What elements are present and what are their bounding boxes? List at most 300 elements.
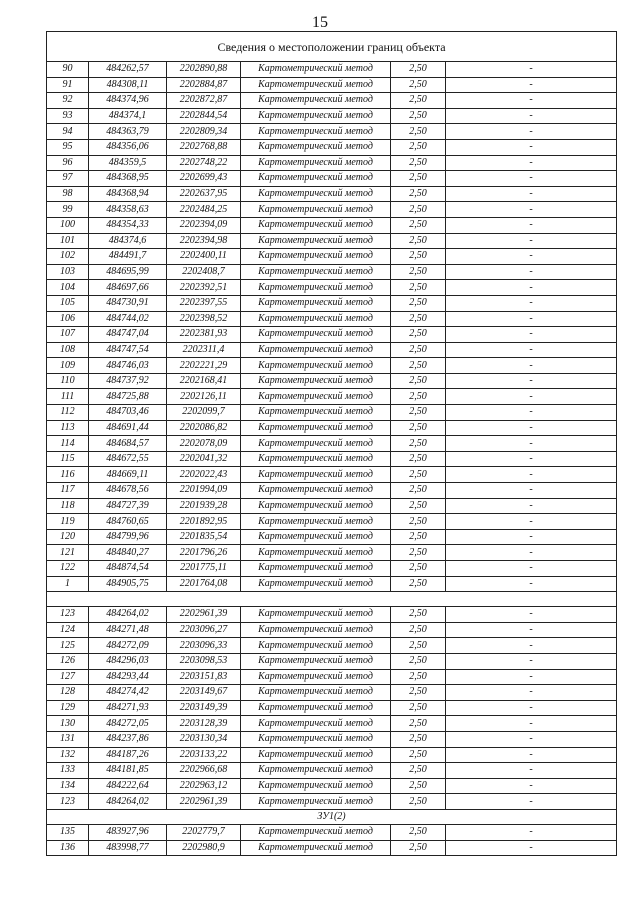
table-row	[47, 483, 617, 499]
x-coordinate-cell: 484264,02	[89, 794, 167, 810]
point-number-cell: 102	[47, 249, 89, 265]
precision-cell: 2,50	[391, 217, 446, 233]
y-coordinate-cell: 2202966,68	[167, 763, 241, 779]
method-cell: Картометрический метод	[241, 280, 391, 296]
y-coordinate-cell: 2202779,7	[167, 824, 241, 840]
point-number-cell: 123	[47, 794, 89, 810]
point-number-cell: 97	[47, 171, 89, 187]
precision-cell: 2,50	[391, 108, 446, 124]
y-coordinate-cell: 2202768,88	[167, 139, 241, 155]
description-cell: -	[446, 545, 617, 561]
method-cell: Картометрический метод	[241, 77, 391, 93]
method-cell: Картометрический метод	[241, 155, 391, 171]
precision-cell: 2,50	[391, 824, 446, 840]
method-cell: Картометрический метод	[241, 264, 391, 280]
point-number-cell: 105	[47, 295, 89, 311]
precision-cell: 2,50	[391, 529, 446, 545]
point-number-cell: 126	[47, 653, 89, 669]
point-number-cell: 96	[47, 155, 89, 171]
precision-cell: 2,50	[391, 607, 446, 623]
x-coordinate-cell: 484374,6	[89, 233, 167, 249]
x-coordinate-cell: 484744,02	[89, 311, 167, 327]
point-number-cell: 106	[47, 311, 89, 327]
page-number: 15	[312, 14, 328, 31]
method-cell: Картометрический метод	[241, 93, 391, 109]
description-cell: -	[446, 747, 617, 763]
y-coordinate-cell: 2203149,39	[167, 700, 241, 716]
precision-cell: 2,50	[391, 171, 446, 187]
x-coordinate-cell: 484747,04	[89, 327, 167, 343]
method-cell: Картометрический метод	[241, 685, 391, 701]
table-row	[47, 669, 617, 685]
point-number-cell: 104	[47, 280, 89, 296]
table-row	[47, 545, 617, 561]
table-row	[47, 731, 617, 747]
table-row	[47, 700, 617, 716]
x-coordinate-cell: 484760,65	[89, 514, 167, 530]
y-coordinate-cell: 2203096,27	[167, 622, 241, 638]
x-coordinate-cell: 484727,39	[89, 498, 167, 514]
y-coordinate-cell: 2202748,22	[167, 155, 241, 171]
description-cell: -	[446, 124, 617, 140]
point-number-cell: 131	[47, 731, 89, 747]
point-number-cell: 92	[47, 93, 89, 109]
method-cell: Картометрический метод	[241, 638, 391, 654]
point-number-cell: 108	[47, 342, 89, 358]
description-cell: -	[446, 763, 617, 779]
y-coordinate-cell: 2202699,43	[167, 171, 241, 187]
table-row	[47, 420, 617, 436]
method-cell: Картометрический метод	[241, 561, 391, 577]
description-cell: -	[446, 62, 617, 78]
description-cell: -	[446, 467, 617, 483]
x-coordinate-cell: 484491,7	[89, 249, 167, 265]
x-coordinate-cell: 484874,54	[89, 561, 167, 577]
y-coordinate-cell: 2202168,41	[167, 373, 241, 389]
x-coordinate-cell: 484697,66	[89, 280, 167, 296]
description-cell: -	[446, 186, 617, 202]
x-coordinate-cell: 484678,56	[89, 483, 167, 499]
description-cell: -	[446, 311, 617, 327]
y-coordinate-cell: 2202099,7	[167, 405, 241, 421]
table-row	[47, 451, 617, 467]
y-coordinate-cell: 2203128,39	[167, 716, 241, 732]
table-row	[47, 342, 617, 358]
description-cell: -	[446, 824, 617, 840]
table-row	[47, 295, 617, 311]
description-cell: -	[446, 342, 617, 358]
description-cell: -	[446, 280, 617, 296]
y-coordinate-cell: 2203130,34	[167, 731, 241, 747]
y-coordinate-cell: 2202890,88	[167, 62, 241, 78]
precision-cell: 2,50	[391, 763, 446, 779]
precision-cell: 2,50	[391, 389, 446, 405]
description-cell: -	[446, 436, 617, 452]
parcel-label-row	[47, 809, 617, 824]
description-cell: -	[446, 498, 617, 514]
point-number-cell: 125	[47, 638, 89, 654]
method-cell: Картометрический метод	[241, 451, 391, 467]
precision-cell: 2,50	[391, 249, 446, 265]
y-coordinate-cell: 2203133,22	[167, 747, 241, 763]
precision-cell: 2,50	[391, 700, 446, 716]
x-coordinate-cell: 483998,77	[89, 840, 167, 856]
description-cell: -	[446, 358, 617, 374]
method-cell: Картометрический метод	[241, 202, 391, 218]
point-number-cell: 119	[47, 514, 89, 530]
method-cell: Картометрический метод	[241, 62, 391, 78]
x-coordinate-cell: 484737,92	[89, 373, 167, 389]
table-row	[47, 171, 617, 187]
table-row	[47, 498, 617, 514]
point-number-cell: 1	[47, 576, 89, 592]
table-row	[47, 280, 617, 296]
x-coordinate-cell: 484695,99	[89, 264, 167, 280]
point-number-cell: 90	[47, 62, 89, 78]
y-coordinate-cell: 2201939,28	[167, 498, 241, 514]
table-title: Сведения о местоположении границ объекта	[47, 32, 617, 62]
point-number-cell: 124	[47, 622, 89, 638]
x-coordinate-cell: 484691,44	[89, 420, 167, 436]
parcel-label: ЗУ1(2)	[47, 809, 617, 824]
table-row	[47, 716, 617, 732]
x-coordinate-cell: 484374,1	[89, 108, 167, 124]
method-cell: Картометрический метод	[241, 716, 391, 732]
table-row	[47, 93, 617, 109]
x-coordinate-cell: 484368,95	[89, 171, 167, 187]
precision-cell: 2,50	[391, 747, 446, 763]
description-cell: -	[446, 217, 617, 233]
x-coordinate-cell: 483927,96	[89, 824, 167, 840]
precision-cell: 2,50	[391, 358, 446, 374]
description-cell: -	[446, 700, 617, 716]
table-row	[47, 62, 617, 78]
point-number-cell: 116	[47, 467, 89, 483]
method-cell: Картометрический метод	[241, 467, 391, 483]
y-coordinate-cell: 2202398,52	[167, 311, 241, 327]
x-coordinate-cell: 484905,75	[89, 576, 167, 592]
method-cell: Картометрический метод	[241, 405, 391, 421]
method-cell: Картометрический метод	[241, 700, 391, 716]
method-cell: Картометрический метод	[241, 327, 391, 343]
separator-row	[47, 592, 617, 607]
y-coordinate-cell: 2202872,87	[167, 93, 241, 109]
method-cell: Картометрический метод	[241, 139, 391, 155]
point-number-cell: 115	[47, 451, 89, 467]
x-coordinate-cell: 484264,02	[89, 607, 167, 623]
method-cell: Картометрический метод	[241, 186, 391, 202]
precision-cell: 2,50	[391, 576, 446, 592]
precision-cell: 2,50	[391, 685, 446, 701]
description-cell: -	[446, 576, 617, 592]
precision-cell: 2,50	[391, 653, 446, 669]
precision-cell: 2,50	[391, 622, 446, 638]
table-row	[47, 108, 617, 124]
method-cell: Картометрический метод	[241, 295, 391, 311]
table-row	[47, 638, 617, 654]
method-cell: Картометрический метод	[241, 794, 391, 810]
description-cell: -	[446, 514, 617, 530]
y-coordinate-cell: 2202022,43	[167, 467, 241, 483]
description-cell: -	[446, 529, 617, 545]
x-coordinate-cell: 484672,55	[89, 451, 167, 467]
precision-cell: 2,50	[391, 139, 446, 155]
y-coordinate-cell: 2202844,54	[167, 108, 241, 124]
x-coordinate-cell: 484272,05	[89, 716, 167, 732]
point-number-cell: 136	[47, 840, 89, 856]
point-number-cell: 113	[47, 420, 89, 436]
method-cell: Картометрический метод	[241, 731, 391, 747]
description-cell: -	[446, 607, 617, 623]
y-coordinate-cell: 2203149,67	[167, 685, 241, 701]
x-coordinate-cell: 484730,91	[89, 295, 167, 311]
precision-cell: 2,50	[391, 264, 446, 280]
description-cell: -	[446, 669, 617, 685]
table-row	[47, 311, 617, 327]
y-coordinate-cell: 2203098,53	[167, 653, 241, 669]
x-coordinate-cell: 484271,48	[89, 622, 167, 638]
y-coordinate-cell: 2203151,83	[167, 669, 241, 685]
description-cell: -	[446, 716, 617, 732]
method-cell: Картометрический метод	[241, 389, 391, 405]
point-number-cell: 127	[47, 669, 89, 685]
precision-cell: 2,50	[391, 280, 446, 296]
y-coordinate-cell: 2202408,7	[167, 264, 241, 280]
y-coordinate-cell: 2202392,51	[167, 280, 241, 296]
y-coordinate-cell: 2202884,87	[167, 77, 241, 93]
precision-cell: 2,50	[391, 467, 446, 483]
x-coordinate-cell: 484358,63	[89, 202, 167, 218]
table-row	[47, 264, 617, 280]
table-row	[47, 389, 617, 405]
point-number-cell: 133	[47, 763, 89, 779]
description-cell: -	[446, 794, 617, 810]
y-coordinate-cell: 2201835,54	[167, 529, 241, 545]
description-cell: -	[446, 108, 617, 124]
method-cell: Картометрический метод	[241, 498, 391, 514]
separator-cell	[47, 592, 617, 607]
description-cell: -	[446, 483, 617, 499]
precision-cell: 2,50	[391, 514, 446, 530]
point-number-cell: 118	[47, 498, 89, 514]
precision-cell: 2,50	[391, 778, 446, 794]
point-number-cell: 130	[47, 716, 89, 732]
table-row	[47, 561, 617, 577]
precision-cell: 2,50	[391, 451, 446, 467]
table-row	[47, 186, 617, 202]
description-cell: -	[446, 139, 617, 155]
method-cell: Картометрический метод	[241, 311, 391, 327]
method-cell: Картометрический метод	[241, 436, 391, 452]
x-coordinate-cell: 484272,09	[89, 638, 167, 654]
precision-cell: 2,50	[391, 202, 446, 218]
description-cell: -	[446, 561, 617, 577]
method-cell: Картометрический метод	[241, 840, 391, 856]
method-cell: Картометрический метод	[241, 545, 391, 561]
method-cell: Картометрический метод	[241, 342, 391, 358]
table-row	[47, 139, 617, 155]
x-coordinate-cell: 484684,57	[89, 436, 167, 452]
precision-cell: 2,50	[391, 420, 446, 436]
description-cell: -	[446, 622, 617, 638]
point-number-cell: 94	[47, 124, 89, 140]
x-coordinate-cell: 484271,93	[89, 700, 167, 716]
precision-cell: 2,50	[391, 155, 446, 171]
y-coordinate-cell: 2202221,29	[167, 358, 241, 374]
method-cell: Картометрический метод	[241, 576, 391, 592]
x-coordinate-cell: 484374,96	[89, 93, 167, 109]
table-row	[47, 576, 617, 592]
table-row	[47, 405, 617, 421]
method-cell: Картометрический метод	[241, 514, 391, 530]
x-coordinate-cell: 484237,86	[89, 731, 167, 747]
precision-cell: 2,50	[391, 545, 446, 561]
description-cell: -	[446, 685, 617, 701]
description-cell: -	[446, 202, 617, 218]
table-row	[47, 77, 617, 93]
table-row	[47, 436, 617, 452]
x-coordinate-cell: 484308,11	[89, 77, 167, 93]
description-cell: -	[446, 389, 617, 405]
method-cell: Картометрический метод	[241, 763, 391, 779]
table-row	[47, 824, 617, 840]
precision-cell: 2,50	[391, 561, 446, 577]
precision-cell: 2,50	[391, 124, 446, 140]
method-cell: Картометрический метод	[241, 778, 391, 794]
y-coordinate-cell: 2202400,11	[167, 249, 241, 265]
x-coordinate-cell: 484293,44	[89, 669, 167, 685]
method-cell: Картометрический метод	[241, 358, 391, 374]
point-number-cell: 117	[47, 483, 89, 499]
table-row	[47, 514, 617, 530]
point-number-cell: 95	[47, 139, 89, 155]
description-cell: -	[446, 249, 617, 265]
method-cell: Картометрический метод	[241, 217, 391, 233]
y-coordinate-cell: 2202394,09	[167, 217, 241, 233]
x-coordinate-cell: 484669,11	[89, 467, 167, 483]
point-number-cell: 134	[47, 778, 89, 794]
precision-cell: 2,50	[391, 840, 446, 856]
point-number-cell: 99	[47, 202, 89, 218]
precision-cell: 2,50	[391, 794, 446, 810]
y-coordinate-cell: 2202397,55	[167, 295, 241, 311]
method-cell: Картометрический метод	[241, 373, 391, 389]
table-row	[47, 763, 617, 779]
table-row	[47, 155, 617, 171]
table-row	[47, 778, 617, 794]
point-number-cell: 91	[47, 77, 89, 93]
method-cell: Картометрический метод	[241, 483, 391, 499]
table-row	[47, 840, 617, 856]
precision-cell: 2,50	[391, 731, 446, 747]
description-cell: -	[446, 638, 617, 654]
point-number-cell: 128	[47, 685, 89, 701]
precision-cell: 2,50	[391, 405, 446, 421]
x-coordinate-cell: 484725,88	[89, 389, 167, 405]
y-coordinate-cell: 2202484,25	[167, 202, 241, 218]
point-number-cell: 120	[47, 529, 89, 545]
precision-cell: 2,50	[391, 77, 446, 93]
precision-cell: 2,50	[391, 716, 446, 732]
description-cell: -	[446, 295, 617, 311]
x-coordinate-cell: 484799,96	[89, 529, 167, 545]
x-coordinate-cell: 484181,85	[89, 763, 167, 779]
x-coordinate-cell: 484363,79	[89, 124, 167, 140]
coordinates-sheet	[46, 31, 616, 856]
point-number-cell: 109	[47, 358, 89, 374]
point-number-cell: 121	[47, 545, 89, 561]
point-number-cell: 103	[47, 264, 89, 280]
y-coordinate-cell: 2202980,9	[167, 840, 241, 856]
precision-cell: 2,50	[391, 498, 446, 514]
precision-cell: 2,50	[391, 311, 446, 327]
point-number-cell: 98	[47, 186, 89, 202]
description-cell: -	[446, 155, 617, 171]
precision-cell: 2,50	[391, 638, 446, 654]
description-cell: -	[446, 327, 617, 343]
point-number-cell: 122	[47, 561, 89, 577]
point-number-cell: 100	[47, 217, 89, 233]
precision-cell: 2,50	[391, 342, 446, 358]
method-cell: Картометрический метод	[241, 233, 391, 249]
table-row	[47, 373, 617, 389]
precision-cell: 2,50	[391, 186, 446, 202]
method-cell: Картометрический метод	[241, 622, 391, 638]
table-row	[47, 747, 617, 763]
description-cell: -	[446, 264, 617, 280]
table-title-row	[47, 32, 617, 62]
method-cell: Картометрический метод	[241, 669, 391, 685]
description-cell: -	[446, 653, 617, 669]
x-coordinate-cell: 484262,57	[89, 62, 167, 78]
x-coordinate-cell: 484222,64	[89, 778, 167, 794]
table-row	[47, 653, 617, 669]
precision-cell: 2,50	[391, 233, 446, 249]
table-row	[47, 233, 617, 249]
y-coordinate-cell: 2202961,39	[167, 794, 241, 810]
point-number-cell: 101	[47, 233, 89, 249]
description-cell: -	[446, 405, 617, 421]
point-number-cell: 107	[47, 327, 89, 343]
y-coordinate-cell: 2202381,93	[167, 327, 241, 343]
y-coordinate-cell: 2202394,98	[167, 233, 241, 249]
point-number-cell: 114	[47, 436, 89, 452]
y-coordinate-cell: 2202961,39	[167, 607, 241, 623]
table-row	[47, 124, 617, 140]
point-number-cell: 110	[47, 373, 89, 389]
y-coordinate-cell: 2202809,34	[167, 124, 241, 140]
table-row	[47, 607, 617, 623]
x-coordinate-cell: 484747,54	[89, 342, 167, 358]
x-coordinate-cell: 484354,33	[89, 217, 167, 233]
method-cell: Картометрический метод	[241, 824, 391, 840]
y-coordinate-cell: 2202963,12	[167, 778, 241, 794]
description-cell: -	[446, 731, 617, 747]
description-cell: -	[446, 171, 617, 187]
point-number-cell: 111	[47, 389, 89, 405]
x-coordinate-cell: 484359,5	[89, 155, 167, 171]
precision-cell: 2,50	[391, 373, 446, 389]
y-coordinate-cell: 2202086,82	[167, 420, 241, 436]
description-cell: -	[446, 233, 617, 249]
y-coordinate-cell: 2202126,11	[167, 389, 241, 405]
table-row	[47, 467, 617, 483]
x-coordinate-cell: 484187,26	[89, 747, 167, 763]
point-number-cell: 129	[47, 700, 89, 716]
table-row	[47, 794, 617, 810]
description-cell: -	[446, 420, 617, 436]
description-cell: -	[446, 77, 617, 93]
